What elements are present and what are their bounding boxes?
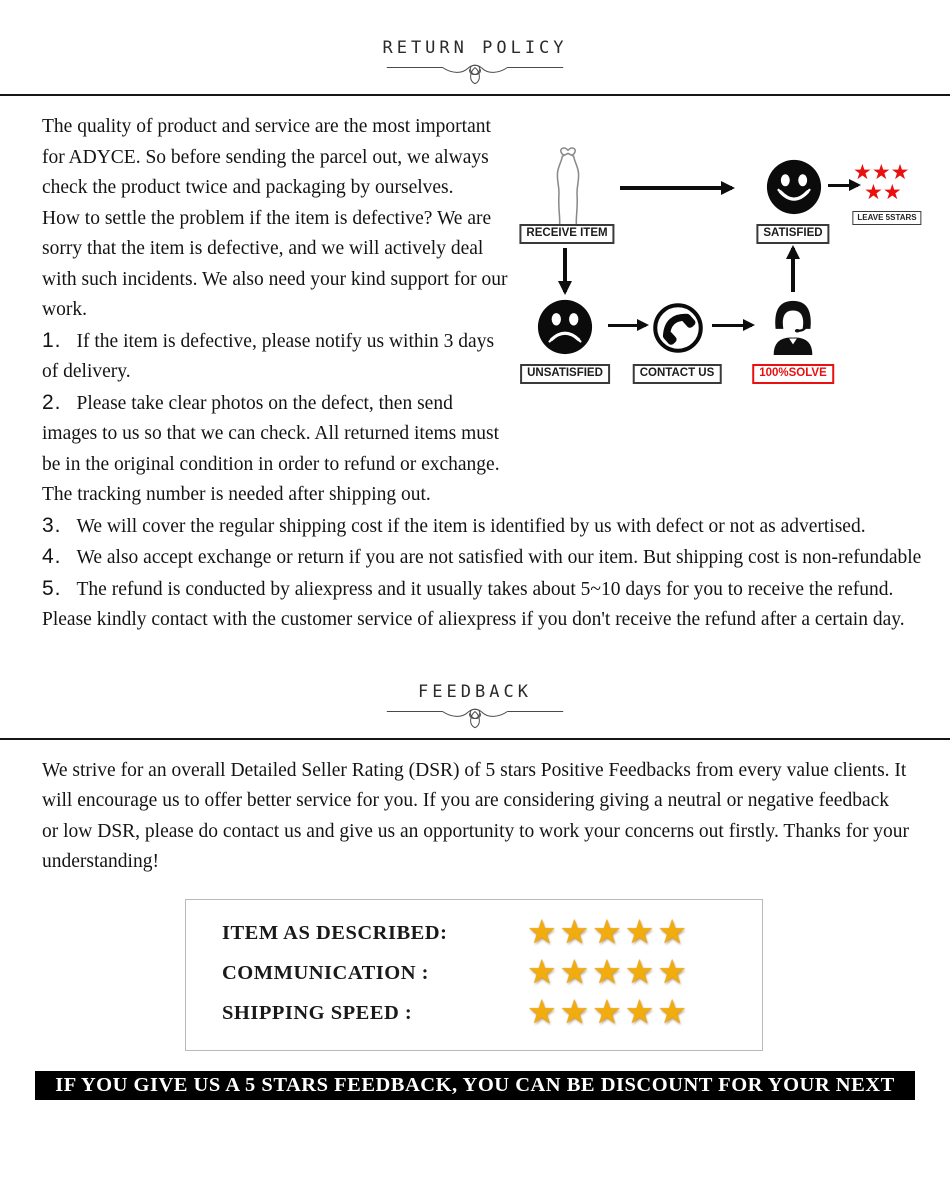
item-number: 2. (42, 390, 62, 414)
feedback-header (0, 636, 950, 729)
arrow-up-icon (791, 248, 795, 292)
flourish-ornament-icon (385, 703, 565, 729)
dsr-rating-box (185, 899, 763, 1051)
item-number: 3. (42, 513, 62, 537)
return-policy-body (0, 96, 950, 636)
dress-icon (540, 145, 596, 229)
item-text: We will cover the regular shipping cost if the item is identified by us with defect or not as advertised. (76, 515, 866, 537)
rating-row (222, 954, 762, 994)
item-number: 4. (42, 545, 62, 568)
five-gold-stars-icon: ★★★★★ (527, 995, 690, 1031)
five-gold-stars-icon: ★★★★★ (527, 955, 690, 991)
discount-banner: IF YOU GIVE US A 5 STARS FEEDBACK, YOU CAN BE DISCOUNT FOR YOUR NEXT ORDER (35, 1071, 915, 1100)
five-stars-icon: ★★ (864, 180, 902, 204)
rating-label: SHIPPING SPEED : (222, 1002, 413, 1025)
feedback-title: FEEDBACK (418, 681, 532, 702)
satisfied-label: SATISFIED (756, 224, 829, 244)
return-policy-title: RETURN POLICY (382, 38, 568, 58)
policy-paragraph: How to settle the problem if the item is defective? We are sorry that the item is defective, and we will actively deal with such incidents. We also need your kind support for our work. (42, 207, 508, 320)
arrow-right-icon (712, 324, 752, 327)
five-gold-stars-icon: ★★★★★ (527, 915, 690, 951)
policy-item-3 (42, 511, 922, 543)
item-number: 1. (42, 328, 62, 352)
arrow-right-icon (608, 324, 646, 327)
arrow-down-icon (563, 248, 567, 292)
contact-us-label: CONTACT US (633, 364, 722, 384)
leave-5stars-label: LEAVE 5STARS (852, 211, 921, 225)
rating-label: COMMUNICATION : (222, 962, 429, 985)
five-stars-icon: ★★★ (853, 160, 910, 184)
solve-label: 100%SOLVE (752, 364, 834, 384)
rating-label: ITEM AS DESCRIBED: (222, 922, 448, 945)
feedback-body (0, 740, 950, 1051)
phone-icon (650, 300, 706, 356)
support-agent-icon (764, 294, 822, 356)
item-text: The refund is conducted by aliexpress and it usually takes about 5~10 days for you to receive the refund. Please kindly contact with the customer service of aliexpress if you don't receive the refund after a certain day. (42, 578, 905, 630)
rating-row (222, 914, 762, 954)
arrow-right-icon (620, 186, 732, 190)
sad-face-icon (536, 298, 594, 356)
policy-item-5 (42, 574, 922, 636)
unsatisfied-label: UNSATISFIED (520, 364, 610, 384)
item-number: 5. (42, 576, 62, 600)
happy-face-icon (765, 158, 823, 216)
receive-item-label: RECEIVE ITEM (519, 224, 614, 244)
return-flowchart (522, 112, 922, 480)
flourish-ornament-icon (385, 59, 565, 85)
rating-row (222, 994, 762, 1034)
item-text: We also accept exchange or return if you are not satisfied with our item. But shipping cost is non-refundable (76, 547, 922, 568)
arrow-right-icon (828, 184, 858, 187)
policy-paragraph: The quality of product and service are the most important for ADYCE. So before sending the parcel out, we always check the product twice and packaging by ourselves. (42, 116, 491, 198)
feedback-paragraph: We strive for an overall Detailed Seller Rating (DSR) of 5 stars Positive Feedbacks from every value clients. It will encourage us to offer better service for you. If you are considering giving a neutral or negative feedback or low DSR, please do contact us and give us an opportunity to work your concerns out firstly. Thanks for your understanding! (42, 759, 910, 872)
item-text: Please take clear photos on the defect, then send images to us so that we can check. All returned items must be in the original condition in order to refund or exchange. The tracking number is needed after shipping out. (42, 392, 500, 505)
item-text: If the item is defective, please notify us within 3 days of delivery. (42, 330, 495, 382)
policy-item-4 (42, 542, 922, 574)
return-policy-header (0, 0, 950, 85)
